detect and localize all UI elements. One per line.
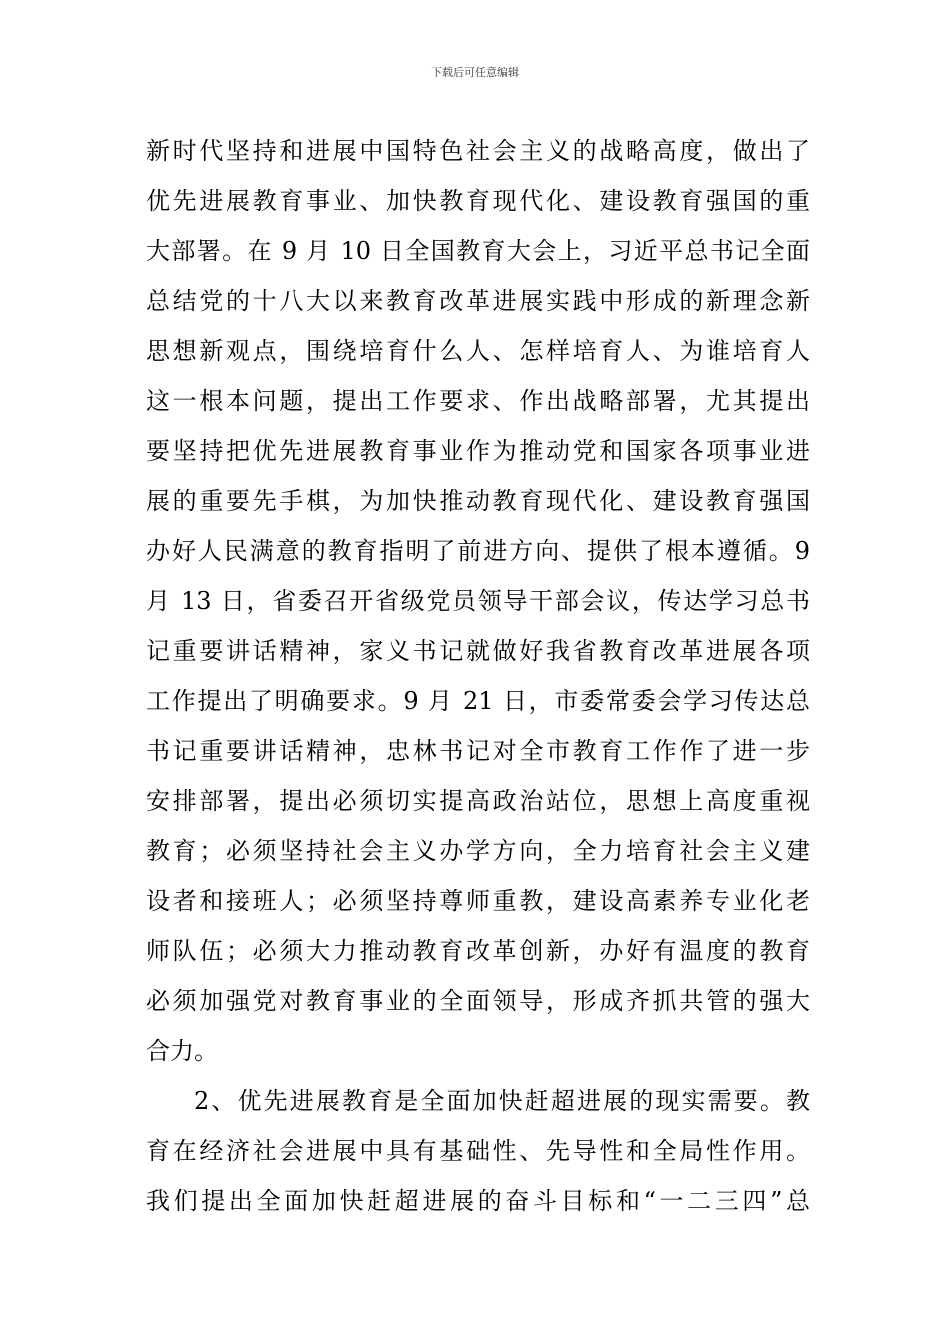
paragraph-1-line-1: 新时代坚持和进展中国特色社会主义的战略高度，做出了 xyxy=(146,137,810,165)
paragraph-1-line-10: 月 13 日，省委召开省级党员领导干部会议，传达学习总书 xyxy=(146,587,810,615)
paragraph-1-line-7: 要坚持把优先进展教育事业作为推动党和国家各项事业进 xyxy=(146,437,810,465)
paragraph-1-line-19: 合力。 xyxy=(146,1037,218,1065)
paragraph-2-line-3: 我们提出全面加快赶超进展的奋斗目标和“一二三四”总 xyxy=(146,1187,810,1215)
body-text xyxy=(146,126,810,1226)
paragraph-1-line-8: 展的重要先手棋，为加快推动教育现代化、建设教育强国 xyxy=(146,487,810,515)
paragraph-1-line-15: 教育；必须坚持社会主义办学方向，全力培育社会主义建 xyxy=(146,837,810,865)
paragraph-1-line-2: 优先进展教育事业、加快教育现代化、建设教育强国的重 xyxy=(146,187,810,215)
paragraph-1-line-18: 必须加强党对教育事业的全面领导，形成齐抓共管的强大 xyxy=(146,987,810,1015)
paragraph-2-line-2: 育在经济社会进展中具有基础性、先导性和全局性作用。 xyxy=(146,1137,810,1165)
paragraph-1-line-14: 安排部署，提出必须切实提高政治站位，思想上高度重视 xyxy=(146,787,810,815)
paragraph-2-line-1: 2、优先进展教育是全面加快赶超进展的现实需要。教 xyxy=(194,1087,810,1115)
header-note: 下载后可任意编辑 xyxy=(431,66,519,79)
paragraph-1-line-9: 办好人民满意的教育指明了前进方向、提供了根本遵循。9 xyxy=(146,537,810,565)
paragraph-1-line-16: 设者和接班人；必须坚持尊师重教，建设高素养专业化老 xyxy=(146,887,810,915)
paragraph-1-line-11: 记重要讲话精神，家义书记就做好我省教育改革进展各项 xyxy=(146,637,810,665)
paragraph-1-line-6: 这一根本问题，提出工作要求、作出战略部署，尤其提出 xyxy=(146,387,810,415)
paragraph-1-line-5: 思想新观点，围绕培育什么人、怎样培育人、为谁培育人 xyxy=(146,337,810,365)
paragraph-1-line-13: 书记重要讲话精神，忠林书记对全市教育工作作了进一步 xyxy=(146,737,810,765)
paragraph-1-line-4: 总结党的十八大以来教育改革进展实践中形成的新理念新 xyxy=(146,287,810,315)
paragraph-1-line-3: 大部署。在 9 月 10 日全国教育大会上，习近平总书记全面 xyxy=(146,237,810,265)
paragraph-1-line-12: 工作提出了明确要求。9 月 21 日，市委常委会学习传达总 xyxy=(146,687,810,715)
paragraph-1-line-17: 师队伍；必须大力推动教育改革创新，办好有温度的教育 xyxy=(146,937,810,965)
